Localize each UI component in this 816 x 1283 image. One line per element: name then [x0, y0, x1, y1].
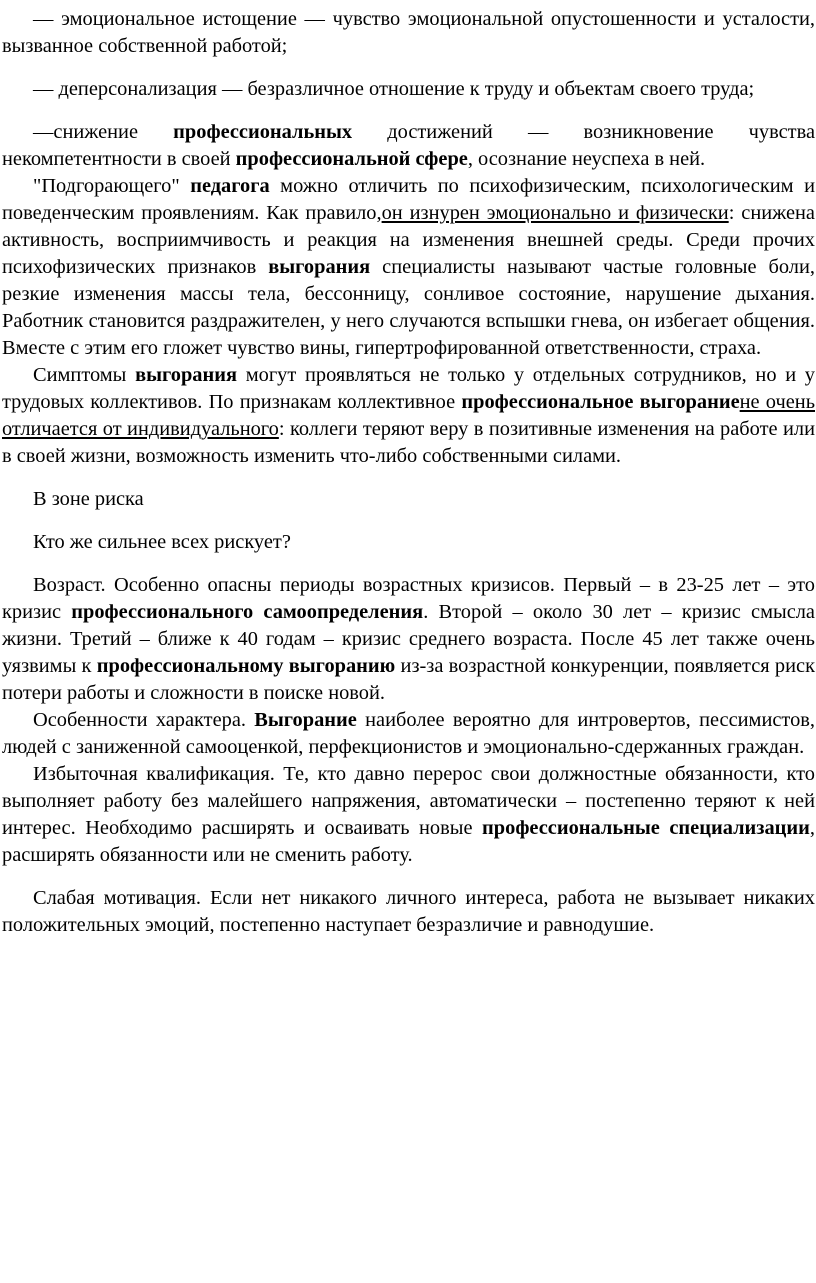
paragraph-character: Особенности характера. Выгорание наиболее вероятно для интровертов, пессимистов, людей с заниженной самооценкой, перфекционистов и эмоционально-сдержанных граждан.	[2, 709, 815, 758]
document-page	[0, 6, 816, 939]
bold-term: профессионального самоопределения	[71, 601, 424, 623]
question-who-at-risk: Кто же сильнее всех рискует?	[33, 531, 291, 553]
bold-term: педагога	[190, 175, 270, 197]
paragraph-reduced-achievements: —снижение профессиональных достижений — возникновение чувства некомпетентности в своей профессиональной сфере, осознание неуспеха в ней.	[2, 121, 816, 170]
bold-term: Выгорание	[254, 709, 357, 731]
bold-term: профессиональной сфере	[235, 148, 468, 170]
paragraph-depersonalization: — деперсонализация — безразличное отношение к труду и объектам своего труда;	[33, 78, 755, 100]
bold-term: профессиональное выгорание	[461, 391, 740, 413]
paragraph-overqualification: Избыточная квалификация. Те, кто давно перерос свои должностные обязанности, кто выполняет работу без малейшего напряжения, автоматически – постепенно теряют к ней интерес. Необходимо расширять и осваивать новые профессиональные специализации, расширять обязанности или не сменить работу.	[2, 763, 816, 866]
bold-term: выгорания	[268, 256, 371, 278]
paragraph-emotional-exhaustion: — эмоциональное истощение — чувство эмоциональной опустошенности и усталости, вызванное собственной работой;	[2, 8, 815, 57]
heading-risk-zone: В зоне риска	[33, 488, 144, 510]
paragraph-age: Возраст. Особенно опасны периоды возрастных кризисов. Первый – в 23-25 лет – это кризис профессионального самоопределения. Второй – около 30 лет – кризис смысла жизни. Третий – ближе к 40 годам – кризис среднего возраста. После 45 лет также очень уязвимы к профессиональному выгоранию из-за возрастной конкуренции, появляется риск потери работы и сложности в поиске новой.	[2, 574, 815, 704]
bold-term: профессиональных	[173, 121, 353, 143]
paragraph-teacher-symptoms: "Подгорающего" педагога можно отличить по психофизическим, психологическим и поведенческим проявлениям. Как правило,он изнурен эмоционально и физически: снижена активность, восприимчивость и реакция на изменения внешней среды. Среди прочих психофизических признаков выгорания специалисты называют частые головные боли, резкие изменения массы тела, бессонницу, сонливое состояние, нарушение дыхания. Работник становится раздражителен, у него случаются вспышки гнева, он избегает общения. Вместе с этим его гложет чувство вины, гипертрофированной ответственности, страха.	[2, 175, 815, 359]
paragraph-collective-burnout: Симптомы выгорания могут проявляться не только у отдельных сотрудников, но и у трудовых коллективов. По признакам коллективное профессиональное выгораниене очень отличается от индивидуального: коллеги теряют веру в позитивные изменения на работе или в своей жизни, возможность изменить что-либо собственными силами.	[2, 364, 815, 467]
bold-term: профессиональные специализации	[482, 817, 810, 839]
bold-term: выгорания	[135, 364, 238, 386]
underlined-phrase: он изнурен эмоционально и физически	[381, 202, 729, 224]
underlined-phrase: не очень отличается от индивидуального	[2, 391, 815, 440]
bold-term: профессиональному выгоранию	[96, 655, 396, 677]
paragraph-weak-motivation: Слабая мотивация. Если нет никакого личного интереса, работа не вызывает никаких положительных эмоций, постепенно наступает безразличие и равнодушие.	[2, 887, 815, 936]
